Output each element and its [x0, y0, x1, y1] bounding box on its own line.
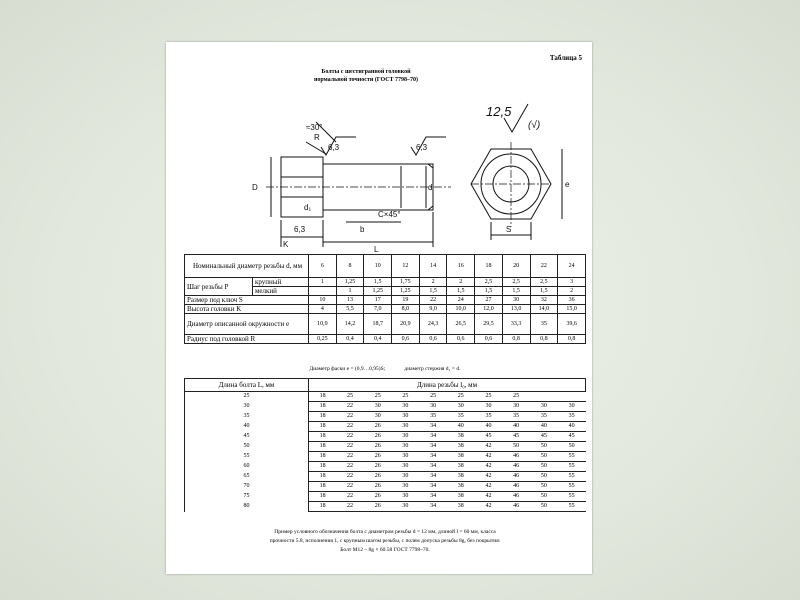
- thread-length-cell: 35: [475, 412, 503, 422]
- table-number: Таблица 5: [549, 54, 582, 62]
- thread-length-cell: 38: [447, 492, 475, 502]
- thread-length-cell: 26: [364, 492, 392, 502]
- thread-length-cell: 22: [336, 462, 364, 472]
- thread-length-cell: [558, 392, 586, 402]
- fine-cell: 1,5: [447, 287, 475, 296]
- thread-length-cell: 50: [530, 452, 558, 462]
- spec-cell: 18,7: [364, 314, 392, 335]
- thread-length-cell: 35: [419, 412, 447, 422]
- length-row: [185, 492, 586, 502]
- coarse-cell: 2,5: [530, 278, 558, 287]
- diameter-cell: 10: [364, 255, 392, 278]
- radius-row-label: Радиус под головкой R: [185, 335, 309, 344]
- spec-cell: 7,0: [364, 305, 392, 314]
- thread-length-cell: 18: [309, 462, 337, 472]
- thread-length-cell: 25: [419, 392, 447, 402]
- fine-cell: 1,25: [392, 287, 420, 296]
- coarse-label: крупный: [253, 278, 309, 287]
- thread-length-cell: 30: [392, 452, 420, 462]
- spec-cell: 0,4: [336, 335, 364, 344]
- spec-cell: 39,6: [558, 314, 586, 335]
- spec-cell: 0,6: [392, 335, 420, 344]
- thread-length-cell: 38: [447, 502, 475, 512]
- thread-length-cell: 18: [309, 452, 337, 462]
- thread-length-cell: 30: [392, 442, 420, 452]
- thread-length-cell: 38: [447, 452, 475, 462]
- thread-length-cell: 35: [502, 412, 530, 422]
- thread-length-cell: 50: [530, 442, 558, 452]
- thread-length-cell: 34: [419, 502, 447, 512]
- coarse-cell: 2,5: [475, 278, 503, 287]
- length-row: [185, 422, 586, 432]
- thread-length-cell: 50: [558, 442, 586, 452]
- thread-length-cell: 45: [530, 432, 558, 442]
- thread-length-cell: 34: [419, 452, 447, 462]
- spec-cell: 0,8: [530, 335, 558, 344]
- thread-length-cell: 18: [309, 432, 337, 442]
- thread-length-cell: 26: [364, 482, 392, 492]
- thread-length-cell: 18: [309, 492, 337, 502]
- roughness-value: 12,5: [486, 104, 512, 119]
- thread-length-cell: 34: [419, 432, 447, 442]
- thread-length-table: [184, 378, 586, 512]
- spec-cell: 15,0: [558, 305, 586, 314]
- spec-cell: 9,0: [419, 305, 447, 314]
- spec-cell: 32: [530, 296, 558, 305]
- bolt-length-cell: 35: [185, 412, 309, 422]
- bolt-length-cell: 55: [185, 452, 309, 462]
- thread-length-cell: 25: [475, 392, 503, 402]
- fine-cell: 2: [558, 287, 586, 296]
- thread-length-cell: 25: [364, 392, 392, 402]
- thread-length-cell: 50: [530, 492, 558, 502]
- bolt-length-cell: 75: [185, 492, 309, 502]
- coarse-cell: 1,5: [364, 278, 392, 287]
- d-label: d: [428, 183, 433, 192]
- thread-length-cell: 38: [447, 462, 475, 472]
- thread-length-cell: 55: [558, 502, 586, 512]
- spec-cell: 14,0: [530, 305, 558, 314]
- thread-length-cell: 30: [502, 402, 530, 412]
- thread-length-cell: 35: [447, 412, 475, 422]
- spec-cell: 29,5: [475, 314, 503, 335]
- thread-length-cell: 26: [364, 472, 392, 482]
- thread-length-cell: 45: [475, 432, 503, 442]
- title-line: Болты с шестигранной головкой: [321, 69, 411, 75]
- thread-length-cell: 35: [530, 412, 558, 422]
- spec-cell: 26,5: [447, 314, 475, 335]
- thread-length-cell: 22: [336, 452, 364, 462]
- coarse-cell: 1: [309, 278, 337, 287]
- thread-length-cell: 30: [530, 402, 558, 412]
- thread-length-cell: 46: [502, 492, 530, 502]
- thread-length-cell: 42: [475, 502, 503, 512]
- spec-cell: 19: [392, 296, 420, 305]
- angle-label: ≈30°: [306, 123, 323, 132]
- thread-length-cell: 30: [392, 462, 420, 472]
- thread-length-cell: 22: [336, 442, 364, 452]
- thread-length-cell: 25: [502, 392, 530, 402]
- thread-length-cell: 40: [475, 422, 503, 432]
- spec-cell: 0,6: [475, 335, 503, 344]
- example-line: прочности 5.8, исполнения 1, с крупным шагом резьбы, с полем допуска резьбы 8g, без покрытия:: [269, 538, 501, 544]
- thread-length-cell: 40: [502, 422, 530, 432]
- thread-length-cell: 40: [558, 422, 586, 432]
- diameter-cell: 20: [502, 255, 530, 278]
- spec-cell: 24: [447, 296, 475, 305]
- bolt-length-cell: 80: [185, 502, 309, 512]
- fine-cell: 1: [336, 287, 364, 296]
- example-line: Болт М12 – 8g × 60.58 ГОСТ 7798–70.: [340, 547, 430, 553]
- thread-length-cell: 42: [475, 442, 503, 452]
- thread-length-cell: 45: [558, 432, 586, 442]
- thread-length-cell: 34: [419, 482, 447, 492]
- thread-length-cell: 26: [364, 422, 392, 432]
- length-row: [185, 442, 586, 452]
- diameter-header: Номинальный диаметр резьбы d, мм: [185, 255, 309, 278]
- thread-length-cell: 30: [364, 402, 392, 412]
- bolt-length-cell: 65: [185, 472, 309, 482]
- thread-length-cell: 25: [392, 392, 420, 402]
- designation-example: [184, 528, 586, 555]
- diameter-cell: 22: [530, 255, 558, 278]
- spec-cell: 10,0: [447, 305, 475, 314]
- coarse-cell: 1,25: [336, 278, 364, 287]
- document-page: [166, 42, 592, 574]
- fine-cell: 1,5: [530, 287, 558, 296]
- thread-length-cell: 30: [392, 412, 420, 422]
- thread-length-cell: [530, 392, 558, 402]
- diameter-cell: 16: [447, 255, 475, 278]
- thread-length-cell: 38: [447, 442, 475, 452]
- thread-length-cell: 22: [336, 502, 364, 512]
- title-line: нормальной точности (ГОСТ 7798–70): [313, 77, 419, 83]
- thread-length-label: b: [360, 225, 365, 234]
- thread-length-cell: 30: [392, 502, 420, 512]
- spec-cell: 12,0: [475, 305, 503, 314]
- thread-length-cell: 18: [309, 422, 337, 432]
- d1-label: d₁: [304, 203, 312, 212]
- head-height-row-label: Высота головки K: [185, 305, 309, 314]
- fine-cell: 1,5: [419, 287, 447, 296]
- thread-length-cell: 55: [558, 452, 586, 462]
- length-label: L: [374, 245, 379, 254]
- thread-length-cell: 22: [336, 412, 364, 422]
- bolt-length-cell: 70: [185, 482, 309, 492]
- thread-length-cell: 30: [392, 472, 420, 482]
- thread-length-cell: 34: [419, 492, 447, 502]
- wrench-size-label: Размер под ключ S: [185, 296, 309, 305]
- thread-length-cell: 45: [502, 432, 530, 442]
- spec-cell: 10,9: [309, 314, 337, 335]
- thread-length-cell: 30: [364, 412, 392, 422]
- thread-length-cell: 42: [475, 472, 503, 482]
- bolt-length-cell: 25: [185, 392, 309, 402]
- spec-cell: 24,3: [419, 314, 447, 335]
- pitch-label: Шаг резьбы P: [185, 278, 253, 296]
- spec-cell: 22: [419, 296, 447, 305]
- diameter-cell: 24: [558, 255, 586, 278]
- shank-note: диаметр стержня d₁ = d.: [404, 366, 461, 372]
- bolt-length-cell: 60: [185, 462, 309, 472]
- spec-cell: 5,5: [336, 305, 364, 314]
- thread-length-cell: 26: [364, 442, 392, 452]
- fine-cell: 1,5: [502, 287, 530, 296]
- coarse-cell: 2,5: [502, 278, 530, 287]
- thread-length-cell: 38: [447, 482, 475, 492]
- spec-cell: 0,8: [502, 335, 530, 344]
- thread-length-cell: 22: [336, 482, 364, 492]
- thread-length-cell: 38: [447, 432, 475, 442]
- thread-length-cell: 34: [419, 462, 447, 472]
- thread-length-cell: 22: [336, 402, 364, 412]
- spec-cell: 13,0: [502, 305, 530, 314]
- length-row: [185, 462, 586, 472]
- diameter-cell: 14: [419, 255, 447, 278]
- spec-cell: 35: [530, 314, 558, 335]
- spec-cell: 8,0: [392, 305, 420, 314]
- spec-cell: 0,25: [309, 335, 337, 344]
- thread-length-cell: 30: [392, 422, 420, 432]
- thread-length-cell: 55: [558, 472, 586, 482]
- spec-cell: 0,4: [364, 335, 392, 344]
- e-label: e: [565, 180, 570, 189]
- thread-length-cell: 50: [502, 442, 530, 452]
- thread-length-cell: 30: [558, 402, 586, 412]
- thread-length-cell: 22: [336, 432, 364, 442]
- coarse-cell: 1,75: [392, 278, 420, 287]
- spec-cell: 10: [309, 296, 337, 305]
- s-label: S: [506, 225, 512, 234]
- thread-length-cell: 22: [336, 492, 364, 502]
- thread-length-cell: 55: [558, 462, 586, 472]
- radius-label: R: [314, 133, 320, 142]
- thread-length-cell: 42: [475, 492, 503, 502]
- spec-cell: 20,9: [392, 314, 420, 335]
- thread-length-header: Длина резьбы l₀, мм: [309, 379, 586, 392]
- thread-length-cell: 18: [309, 442, 337, 452]
- length-row: [185, 502, 586, 512]
- example-line: Пример условного обозначения болта с диаметром резьбы d = 12 мм, длиной l = 60 мм, класса: [274, 529, 496, 535]
- thread-length-cell: 34: [419, 472, 447, 482]
- bolt-length-cell: 50: [185, 442, 309, 452]
- thread-length-cell: 50: [530, 462, 558, 472]
- thread-length-cell: 18: [309, 502, 337, 512]
- length-row: [185, 402, 586, 412]
- spec-cell: 27: [475, 296, 503, 305]
- length-row: [185, 452, 586, 462]
- thread-length-cell: 18: [309, 472, 337, 482]
- thread-length-cell: 18: [309, 482, 337, 492]
- thread-length-cell: 18: [309, 392, 337, 402]
- spec-cell: 13: [336, 296, 364, 305]
- coarse-cell: 2: [419, 278, 447, 287]
- spec-cell: 36: [558, 296, 586, 305]
- thread-length-cell: 46: [502, 462, 530, 472]
- bolt-drawing: [166, 42, 592, 254]
- length-header: Длина болта L, мм: [185, 379, 309, 392]
- roughness-bottom-label: 6,3: [294, 225, 306, 234]
- thread-length-cell: 30: [392, 432, 420, 442]
- thread-length-cell: 46: [502, 472, 530, 482]
- thread-length-cell: 35: [558, 412, 586, 422]
- thread-length-cell: 18: [309, 412, 337, 422]
- length-row: [185, 472, 586, 482]
- spec-cell: 30: [502, 296, 530, 305]
- dimensions-table: [184, 254, 586, 344]
- thread-length-cell: 38: [447, 472, 475, 482]
- thread-length-cell: 55: [558, 492, 586, 502]
- head-height-label: K: [283, 240, 289, 249]
- fine-cell: 1,25: [364, 287, 392, 296]
- spec-cell: 33,3: [502, 314, 530, 335]
- roughness-right-label: 6,3: [416, 143, 428, 152]
- thread-length-cell: 30: [419, 402, 447, 412]
- circumscribed-diameter-label: Диаметр описанной окружности e: [185, 314, 309, 335]
- bolt-length-cell: 40: [185, 422, 309, 432]
- coarse-cell: 2: [447, 278, 475, 287]
- length-row: [185, 392, 586, 402]
- head-diameter-label: D: [252, 183, 258, 192]
- thread-length-cell: 18: [309, 402, 337, 412]
- thread-length-cell: 22: [336, 422, 364, 432]
- thread-length-cell: 26: [364, 502, 392, 512]
- thread-length-cell: 30: [392, 492, 420, 502]
- fine-label: мелкий: [253, 287, 309, 296]
- thread-length-cell: 30: [392, 402, 420, 412]
- thread-length-cell: 30: [392, 482, 420, 492]
- thread-length-cell: 30: [475, 402, 503, 412]
- thread-length-cell: 26: [364, 462, 392, 472]
- diameter-cell: 12: [392, 255, 420, 278]
- table-notes: [184, 366, 586, 372]
- spec-cell: 17: [364, 296, 392, 305]
- diameter-cell: 6: [309, 255, 337, 278]
- thread-length-cell: 50: [530, 482, 558, 492]
- spec-cell: 0,6: [419, 335, 447, 344]
- thread-length-cell: 42: [475, 452, 503, 462]
- thread-length-cell: 40: [447, 422, 475, 432]
- fine-cell: [309, 287, 337, 296]
- thread-length-cell: 34: [419, 442, 447, 452]
- thread-length-cell: 26: [364, 432, 392, 442]
- thread-length-cell: 42: [475, 462, 503, 472]
- length-row: [185, 432, 586, 442]
- roughness-left-label: 6,3: [328, 143, 340, 152]
- thread-length-cell: 55: [558, 482, 586, 492]
- chamfer-note: Диаметр фаски e = (0,9…0,95)S;: [309, 366, 386, 372]
- spec-cell: 0,6: [447, 335, 475, 344]
- thread-length-cell: 22: [336, 472, 364, 482]
- chamfer-label: C×45°: [378, 210, 401, 219]
- thread-length-cell: 34: [419, 422, 447, 432]
- thread-length-cell: 25: [447, 392, 475, 402]
- thread-length-cell: 50: [530, 472, 558, 482]
- thread-length-cell: 46: [502, 502, 530, 512]
- thread-length-cell: 26: [364, 452, 392, 462]
- thread-length-cell: 30: [447, 402, 475, 412]
- thread-length-cell: 50: [530, 502, 558, 512]
- length-row: [185, 482, 586, 492]
- thread-length-cell: 42: [475, 482, 503, 492]
- fine-cell: 1,5: [475, 287, 503, 296]
- spec-cell: 14,2: [336, 314, 364, 335]
- length-row: [185, 412, 586, 422]
- bolt-length-cell: 30: [185, 402, 309, 412]
- thread-length-cell: 25: [336, 392, 364, 402]
- diameter-cell: 8: [336, 255, 364, 278]
- spec-cell: 4: [309, 305, 337, 314]
- thread-length-cell: 40: [530, 422, 558, 432]
- bolt-length-cell: 45: [185, 432, 309, 442]
- roughness-sub: (√): [528, 120, 541, 131]
- coarse-cell: 3: [558, 278, 586, 287]
- thread-length-cell: 46: [502, 452, 530, 462]
- diameter-cell: 18: [475, 255, 503, 278]
- spec-cell: 0,8: [558, 335, 586, 344]
- thread-length-cell: 46: [502, 482, 530, 492]
